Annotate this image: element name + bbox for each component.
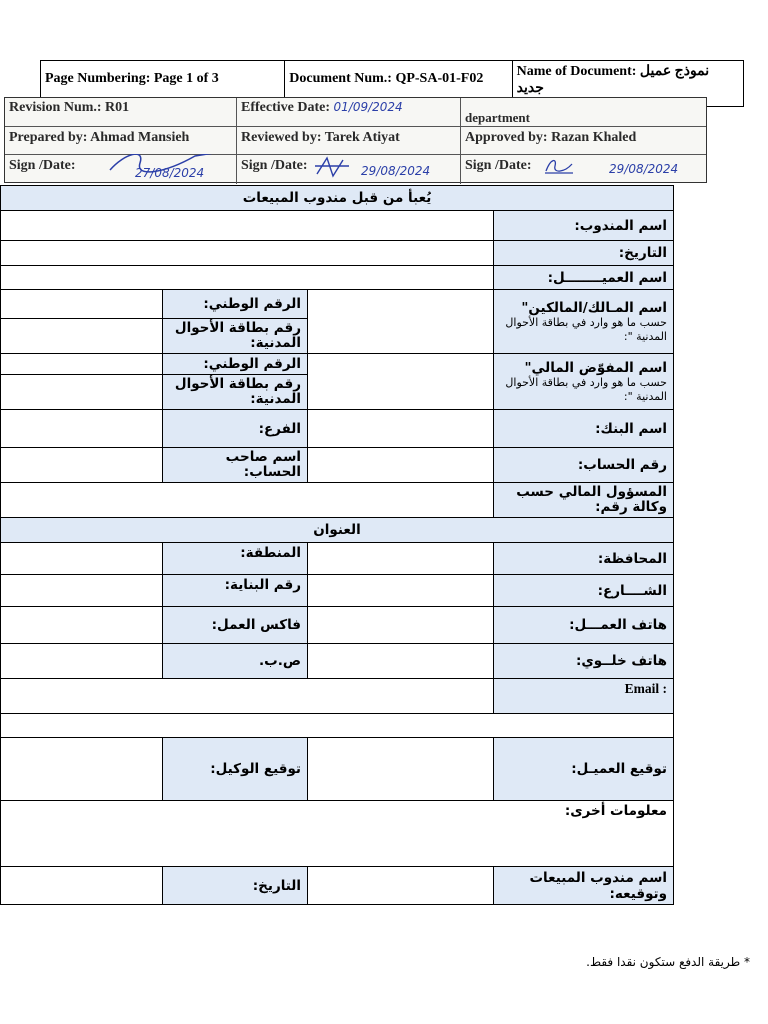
date-label-2: التاريخ: <box>163 867 308 905</box>
department: department <box>465 110 530 125</box>
date-field[interactable] <box>1 241 494 266</box>
financial-delegate-title: اسم المفوّض المالي" <box>524 359 667 376</box>
signature-approved-icon <box>543 156 575 176</box>
sales-rep-sign-field[interactable] <box>308 867 494 905</box>
document-name-value: نموذج عميل جديد <box>516 64 710 96</box>
sign-date-prepared <box>5 154 237 184</box>
account-number-field[interactable] <box>308 448 494 483</box>
branch-label: الفرع: <box>163 410 308 448</box>
agent-signature-field[interactable] <box>1 738 163 801</box>
national-id-field-1[interactable] <box>1 290 163 319</box>
approval-block <box>4 97 707 183</box>
financial-delegate-note: حسب ما هو وارد في بطاقة الأحوال المدنية ": <box>505 375 667 403</box>
sign-date-label: Sign /Date: <box>465 158 532 173</box>
account-number-label: رقم الحساب: <box>494 448 674 483</box>
building-number-field[interactable] <box>1 575 163 607</box>
approved-by: Approved by: Razan Khaled <box>465 130 637 145</box>
spacer-row <box>1 714 674 738</box>
sales-rep-sign-label: اسم مندوب المبيعات وتوقيعه: <box>494 867 674 905</box>
civil-card-field-2[interactable] <box>1 375 163 410</box>
area-label: المنطقة: <box>163 543 308 575</box>
owner-name-note: حسب ما هو وارد في بطاقة الأحوال المدنية ": <box>505 315 667 343</box>
rep-name-label: اسم المندوب: <box>494 211 674 241</box>
owner-name-label <box>494 290 674 354</box>
client-name-label: اسم العميــــــــل: <box>494 266 674 290</box>
other-info-label: معلومات أخرى: <box>564 803 667 819</box>
account-holder-field[interactable] <box>1 448 163 483</box>
address-section-title: العنوان <box>1 518 674 543</box>
new-client-form <box>0 185 674 905</box>
financial-delegate-field[interactable] <box>308 354 494 410</box>
effective-date <box>237 98 461 126</box>
street-field[interactable] <box>308 575 494 607</box>
mobile-label: هاتف خلــوي: <box>494 644 674 679</box>
sign-date-reviewed <box>237 154 461 184</box>
civil-card-label-2: رقم بطاقة الأحوال المدنية: <box>163 375 308 410</box>
branch-field[interactable] <box>1 410 163 448</box>
effective-date-value: 01/09/2024 <box>333 100 403 114</box>
date-label: التاريخ: <box>494 241 674 266</box>
owner-name-field[interactable] <box>308 290 494 354</box>
area-field[interactable] <box>1 543 163 575</box>
revision-number: Revision Num.: R01 <box>5 98 237 126</box>
mobile-field[interactable] <box>308 644 494 679</box>
po-box-label: ص.ب. <box>163 644 308 679</box>
agent-signature-label: توقيع الوكيل: <box>163 738 308 801</box>
sign-date-label: Sign /Date: <box>241 158 308 173</box>
financial-delegate-label <box>494 354 674 410</box>
other-info-field[interactable] <box>1 801 674 867</box>
form-title: يُعبأ من قبل مندوب المبيعات <box>1 186 674 211</box>
document-number: Document Num.: QP-SA-01-F02 <box>285 61 512 106</box>
bank-name-field[interactable] <box>308 410 494 448</box>
reviewed-by: Reviewed by: Tarek Atiyat <box>237 126 461 154</box>
sign-date-prepared-value: 27/08/2024 <box>135 166 205 180</box>
prepared-by: Prepared by: Ahmad Mansieh <box>5 126 237 154</box>
national-id-label-1: الرقم الوطني: <box>163 290 308 319</box>
date-field-2[interactable] <box>1 867 163 905</box>
email-field[interactable] <box>1 679 494 714</box>
sign-date-approved-value: 29/08/2024 <box>609 162 679 176</box>
national-id-field-2[interactable] <box>1 354 163 375</box>
client-name-field[interactable] <box>1 266 494 290</box>
work-phone-field[interactable] <box>308 607 494 644</box>
civil-card-field-1[interactable] <box>1 319 163 354</box>
client-signature-label: توقيع العميـل: <box>494 738 674 801</box>
work-fax-label: فاكس العمل: <box>163 607 308 644</box>
financial-officer-label: المسؤول المالي حسب وكالة رقم: <box>494 483 674 518</box>
work-phone-label: هاتف العمـــل: <box>494 607 674 644</box>
account-holder-label: اسم صاحب الحساب: <box>163 448 308 483</box>
civil-card-label-1: رقم بطاقة الأحوال المدنية: <box>163 319 308 354</box>
governorate-label: المحافظة: <box>494 543 674 575</box>
governorate-field[interactable] <box>308 543 494 575</box>
rep-name-field[interactable] <box>1 211 494 241</box>
client-signature-field[interactable] <box>308 738 494 801</box>
national-id-label-2: الرقم الوطني: <box>163 354 308 375</box>
effective-date-label: Effective Date: <box>241 100 331 115</box>
building-number-label: رقم البناية: <box>163 575 308 607</box>
street-label: الشــــارع: <box>494 575 674 607</box>
payment-note: * طريقة الدفع ستكون نقدا فقط. <box>586 955 750 969</box>
sign-date-approved <box>461 154 708 184</box>
sign-date-reviewed-value: 29/08/2024 <box>361 164 431 178</box>
work-fax-field[interactable] <box>1 607 163 644</box>
document-name-label: Name of Document: <box>516 64 637 79</box>
financial-officer-field[interactable] <box>1 483 494 518</box>
owner-name-title: اسم المـالك/المالكين" <box>521 299 667 316</box>
signature-reviewed-icon <box>313 154 353 180</box>
email-label: : Email <box>494 679 674 714</box>
sign-date-label: Sign /Date: <box>9 158 76 173</box>
bank-name-label: اسم البنك: <box>494 410 674 448</box>
page-numbering: Page Numbering: Page 1 of 3 <box>41 61 285 106</box>
po-box-field[interactable] <box>1 644 163 679</box>
